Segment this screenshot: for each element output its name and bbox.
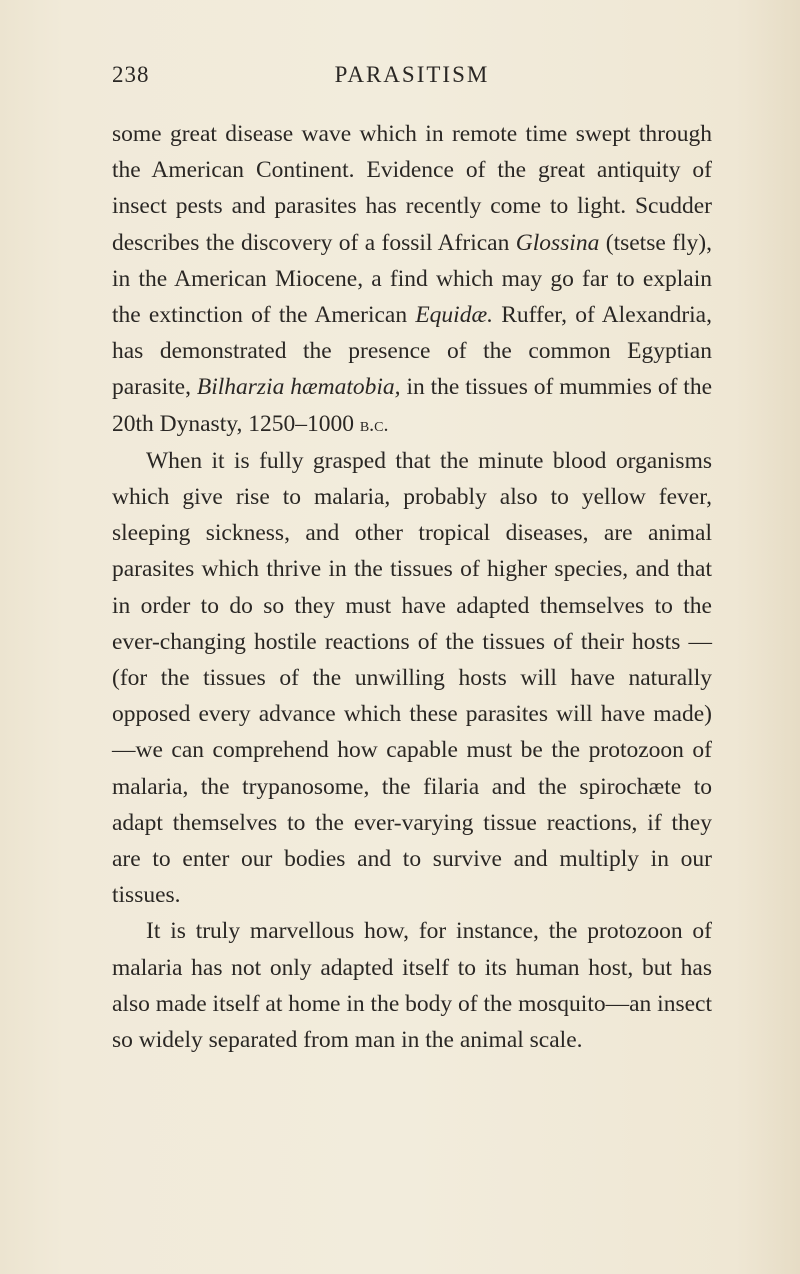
page-number: 238 [112, 62, 150, 87]
running-head: PARASITISM [334, 62, 490, 87]
body-text [112, 116, 712, 1058]
text-run: some great disease wave which in remote time swept through the American Continent. Evidence of the great antiquity of insect pests and parasites has recently come to light. Scudder describes the discovery of a fossil African [112, 121, 712, 256]
text-run: When it is fully grasped that the minute blood organisms which give rise to malaria, probably also to yellow fever, sleeping sickness, and other tropical diseases, are animal parasites which thrive in the tissues of higher species, and that in order to do so they must have adapted themselves to the ever-changing hostile reactions of the tissues of their hosts —(for the tissues of the unwilling hosts will have naturally opposed every advance which these parasites will have made)—we can comprehend how capable must be the protozoon of malaria, the trypanosome, the filaria and the spirochæte to adapt themselves to the ever-varying tissue reactions, if they are to enter our bodies and to survive and multiply in our tissues. [112, 447, 712, 909]
paragraph-2 [112, 443, 712, 914]
page-header [112, 62, 712, 96]
italic-term: Equidæ. [415, 302, 493, 329]
text-run: (tsetse fly), in the American Miocene, a find which may go far to explain the extinction of the American [112, 229, 713, 329]
text-run: Ruffer, of Alexandria, has demonstrated the presence of the common Egyptian parasite, [112, 302, 712, 401]
paragraph-1 [112, 116, 712, 443]
text-run: It is truly marvellous how, for instance, the protozoon of malaria has not only adapted itself to its human host, but has also made itself at home in the body of the mosquito—an insect so widely separated from man in the animal scale. [112, 918, 712, 1054]
paragraph-3 [112, 913, 712, 1058]
text-run: in the tissues of mummies of the 20th Dynasty, 1250–1000 [112, 374, 712, 437]
italic-term: Bilharzia hæmatobia, [196, 374, 401, 401]
italic-term: Glossina [515, 229, 600, 256]
small-caps-text: b.c. [359, 413, 389, 436]
